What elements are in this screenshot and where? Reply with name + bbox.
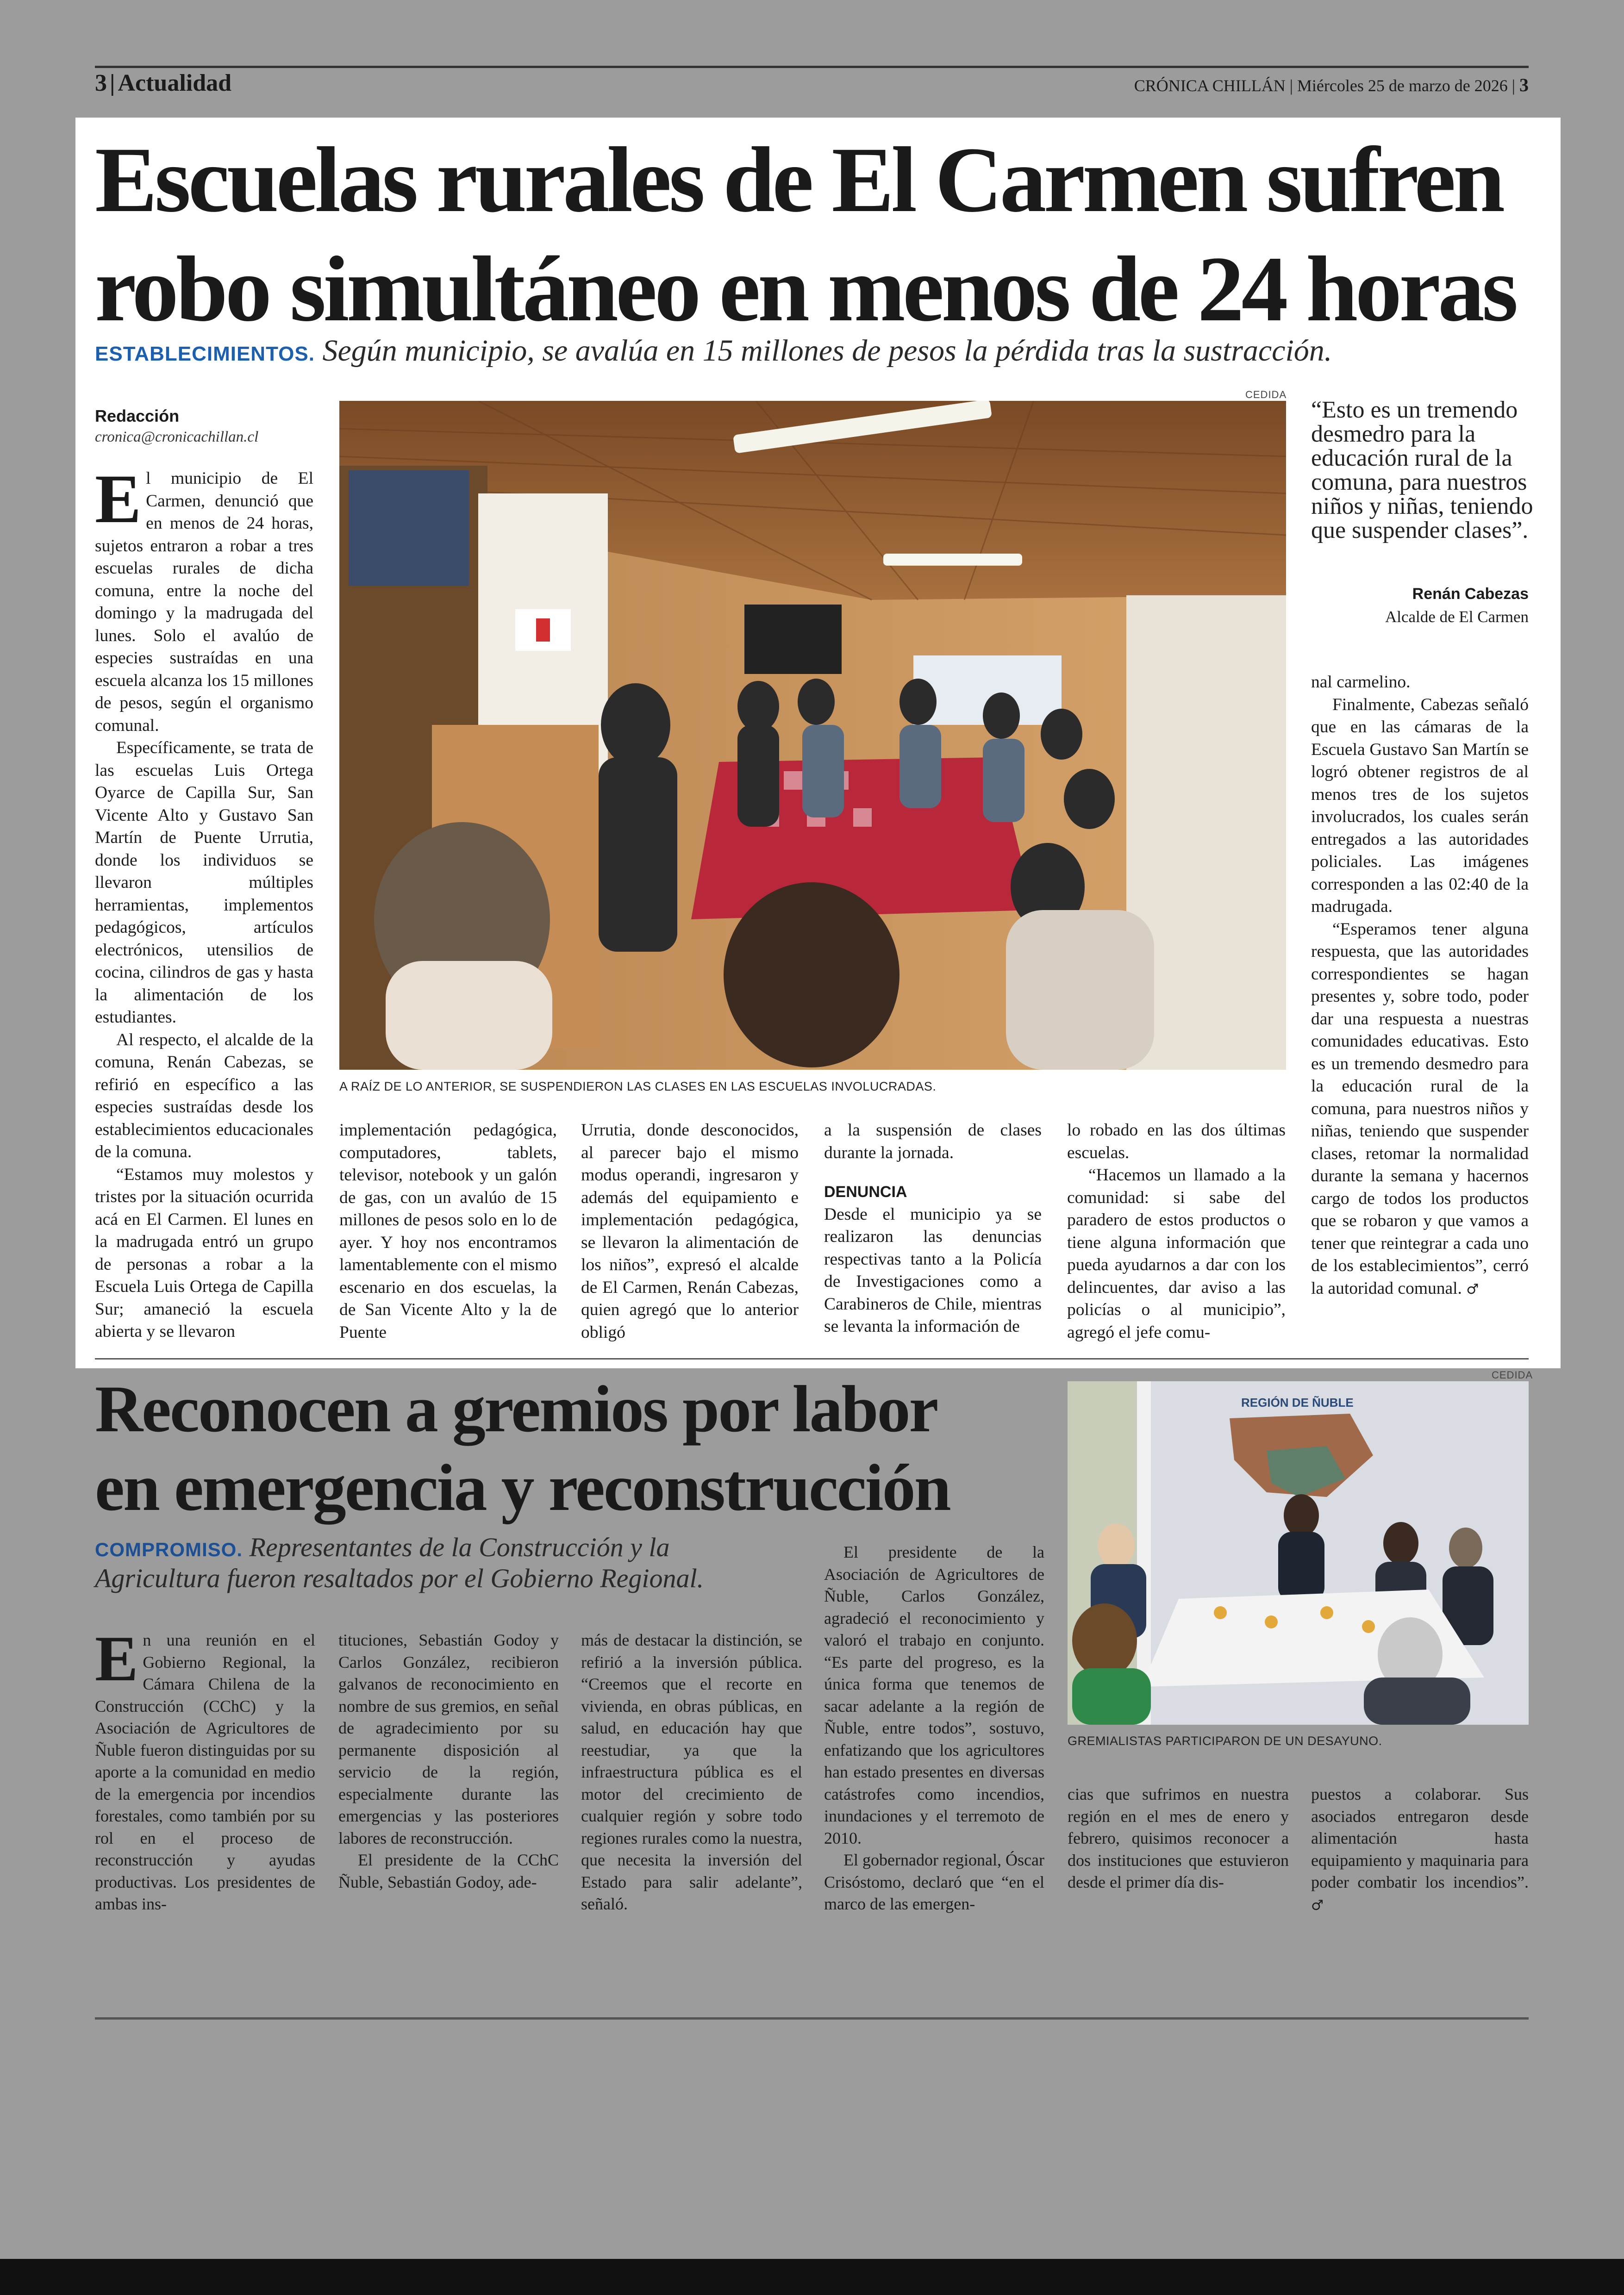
byline: Redacción xyxy=(95,406,180,425)
paragraph: n una reunión en el Gobierno Regional, la Cámara Chilena de la Construcción (CChC) y la Asociación de Agricultores de Ñuble fueron distinguidas por su aporte a la comunidad en medio de la emergencia por incendios forestales, como también por su rol en el proceso de reconstrucción y ayudas productivas. Los presidentes de ambas ins- xyxy=(95,1631,315,1913)
paragraph: puestos a colaborar. Sus asociados entregaron desde alimentación hasta equipamiento y maquinaria para poder combatir los incendios”. xyxy=(1311,1785,1529,1891)
subheading: DENUNCIA xyxy=(824,1183,907,1201)
photo-2-illustration xyxy=(1068,1381,1529,1725)
breakfast-meeting-photo xyxy=(1068,1381,1529,1725)
masthead-info: CRÓNICA CHILLÁN | Miércoles 25 de marzo de 2026 | 3 xyxy=(1134,75,1529,95)
photo-credit: CEDIDA xyxy=(1245,389,1287,400)
photo-2-caption: GREMIALISTAS PARTICIPARON DE UN DESAYUNO. xyxy=(1068,1734,1382,1748)
paragraph: cias que sufrimos en nuestra región en el mes de enero y febrero, quisimos reconocer a dos instituciones que estuvieron desde el primer día dis- xyxy=(1068,1785,1289,1891)
paragraph: El presidente de la CChC Ñuble, Sebastián Godoy, ade- xyxy=(338,1851,559,1891)
article-column-3 xyxy=(581,1119,799,1344)
photo-2-credit: CEDIDA xyxy=(1492,1369,1533,1381)
byline-email[interactable]: cronica@cronicachillan.cl xyxy=(95,429,259,445)
headline-line-1: Escuelas rurales de El Carmen sufren xyxy=(95,128,1503,231)
kicker-text: Según municipio, se avalúa en 15 millones de pesos la pérdida tras la sustracción. xyxy=(322,334,1332,368)
paragraph: implementación pedagógica, computadores, tablets, televisor, notebook y un galón de gas, con un avalúo de 15 millones de pesos solo en lo de ayer. Y hoy nos encontramos lamentablemente con el mismo escenario en dos escuelas, la de San Vicente Alto y la de Puente xyxy=(339,1121,557,1342)
screen-bottom-bar xyxy=(0,2259,1624,2295)
end-mark-icon: ♂ xyxy=(1311,1897,1324,1914)
headline-2-line-1: Reconocen a gremios por labor xyxy=(95,1372,937,1446)
paragraph: l municipio de El Carmen, denunció que en menos de 24 horas, sujetos entraron a robar a tres escuelas rurales de dicha comuna, entre la noche del domingo y la madrugada del lunes. Solo el avalúo de especies sustraídas en una escuela alcanza los 15 millones de pesos, según el organismo comunal. xyxy=(95,469,313,735)
drop-cap: E xyxy=(95,1623,138,1695)
article-2-column-6 xyxy=(1311,1784,1529,1916)
article-column-5 xyxy=(1067,1119,1286,1344)
paragraph: lo robado en las dos últimas escuelas. xyxy=(1067,1121,1286,1162)
headline-2 xyxy=(95,1370,1067,1528)
paragraph: “Estamos muy molestos y tristes por la situación ocurrida acá en El Carmen. El lunes en la madrugada entró un grupo de personas a robar a la Escuela Luis Ortega de Capilla Sur; amaneció la escuela abierta y se llevaron xyxy=(95,1165,313,1341)
paragraph: Al respecto, el alcalde de la comuna, Renán Cabezas, se refirió en específico a las especies sustraídas desde los establecimientos educacionales de la comuna. xyxy=(95,1030,313,1161)
kicker-2-text: Representantes de la Construcción y la Agricultura fueron resaltados por el Gobierno Regional. xyxy=(95,1532,704,1593)
page-number-right: 3 xyxy=(1519,75,1529,95)
article-2-column-4 xyxy=(824,1541,1044,1915)
article-column-2 xyxy=(339,1119,557,1344)
article-column-4 xyxy=(824,1119,1042,1338)
quote-author-role: Alcalde de El Carmen xyxy=(1385,608,1529,626)
kicker-2 xyxy=(95,1533,780,1593)
paragraph: nal carmelino. xyxy=(1311,673,1411,692)
publication-name: CRÓNICA CHILLÁN xyxy=(1134,76,1286,95)
paragraph: El gobernador regional, Óscar Crisóstomo, declaró que “en el marco de las emergen- xyxy=(824,1851,1044,1913)
end-mark-icon: ♂ xyxy=(1466,1281,1479,1297)
quote-author: Renán Cabezas xyxy=(1412,585,1529,603)
paragraph: Específicamente, se trata de las escuelas Luis Ortega Oyarce de Capilla Sur, San Vicente Alto y Gustavo San Martín de Puente Urrutia, donde los individuos se llevaron múltiples herramientas, implementos pedagógicos, artículos electrónicos, utensilios de cocina, cilindros de gas y hasta la alimentación de los estudiantes. xyxy=(95,738,313,1027)
paragraph: tituciones, Sebastián Godoy y Carlos González, recibieron galvanos de reconocimiento en nombre de sus gremios, en señal de agradecimiento por su permanente disposición al servicio de la región, especialmente durante las emergencias y las posteriores labores de reconstrucción. xyxy=(338,1631,559,1847)
kicker xyxy=(95,333,1576,368)
paragraph xyxy=(1311,918,1529,1301)
article-2-column-5 xyxy=(1068,1784,1289,1894)
section-name: Actualidad xyxy=(118,70,232,96)
article-2-column-1 xyxy=(95,1623,315,1915)
issue-date: Miércoles 25 de marzo de 2026 xyxy=(1297,76,1508,95)
kicker-2-tag: COMPROMISO. xyxy=(95,1539,243,1560)
page-number: 3 xyxy=(95,70,107,96)
article-column-6 xyxy=(1311,671,1529,1301)
classroom-meeting-photo xyxy=(339,401,1286,1070)
photo-caption: A RAÍZ DE LO ANTERIOR, SE SUSPENDIERON LAS CLASES EN LAS ESCUELAS INVOLUCRADAS. xyxy=(339,1079,937,1093)
bottom-rule xyxy=(95,2017,1529,2020)
paragraph-text: “Esperamos tener alguna respuesta, que las autoridades correspondientes se hagan presentes y, sobre todo, poder dar una respuesta a nuestras comunidades educativas. Esto es un tremendo desmedro para la educación rural de la comuna, para nuestros niños y niñas, teniendo que suspender clases, retomar la normalidad durante la semana y hacernos cargo de todos los productos que se robaron y que vamos a tener que reintegrar a cada uno de los establecimientos”, cerró la autoridad comunal. xyxy=(1311,919,1529,1298)
kicker-tag: ESTABLECIMIENTOS. xyxy=(95,343,315,365)
pull-quote: “Esto es un tremendo desmedro para la educación rural de la comuna, para nuestros niños y niñas, teniendo que suspender clases”. xyxy=(1311,397,1533,543)
paragraph: “Hacemos un llamado a la comunidad: si sabe del paradero de estos productos o tiene alguna información que pueda ayudarnos a dar con los delincuentes, dar aviso a las policías o al municipio”, agregó el jefe comu- xyxy=(1067,1166,1286,1342)
headline xyxy=(95,125,1553,343)
paragraph: más de destacar la distinción, se refirió a la inversión pública. “Creemos que el recorte en vivienda, en obras públicas, en salud, en educación hay que reestudiar, ya que la infraestructura pública es el motor del crecimiento de cualquier región y sobre todo regiones rurales como la nuestra, que necesita la inversión del Estado para salir adelante”, señaló. xyxy=(581,1631,802,1913)
article-column-1 xyxy=(95,461,313,1343)
article-2-column-3 xyxy=(581,1629,802,1915)
paragraph: Desde el municipio ya se realizaron las denuncias respectivas tanto a la Policía de Investigaciones como a Carabineros de Chile, mientras se levanta la información de xyxy=(824,1204,1042,1336)
header-rule xyxy=(95,66,1529,68)
divider: | xyxy=(110,70,115,96)
article-2-column-2 xyxy=(338,1629,559,1893)
section-header xyxy=(95,69,231,97)
paragraph: Urrutia, donde desconocidos, al parecer bajo el mismo modus operandi, ingresaron y además del equipamiento e implementación pedagógica, se llevaron la alimentación de los niños”, expresó el alcalde de El Carmen, Renán Cabezas, quien agregó que lo anterior obligó xyxy=(581,1121,799,1342)
paragraph: a la suspensión de clases durante la jornada. xyxy=(824,1121,1042,1162)
paragraph: Finalmente, Cabezas señaló que en las cámaras de la Escuela Gustavo San Martín se logró obtener registros de al menos tres de los sujetos involucrados, los cuales serán entregados a las autoridades policiales. Las imágenes corresponden a las 02:40 de la madrugada. xyxy=(1311,695,1529,916)
headline-line-2: robo simultáneo en menos de 24 horas xyxy=(95,237,1516,341)
photo-illustration xyxy=(339,401,1286,1070)
article-divider xyxy=(95,1358,1529,1360)
headline-2-line-2: en emergencia y reconstrucción xyxy=(95,1451,950,1525)
paragraph: El presidente de la Asociación de Agricultores de Ñuble, Carlos González, agradeció el reconocimiento y valoró el trabajo en conjunto. “Es parte del progreso, es la única forma que tenemos de sacar adelante a la región de Ñuble, entre todos”, sostuvo, enfatizando que los agricultores han estado presentes en diversas catástrofes como incendios, inundaciones y el terremoto de 2010. xyxy=(824,1543,1044,1847)
drop-cap: E xyxy=(95,461,142,537)
region-sign-text: REGIÓN DE ÑUBLE xyxy=(1241,1396,1354,1409)
